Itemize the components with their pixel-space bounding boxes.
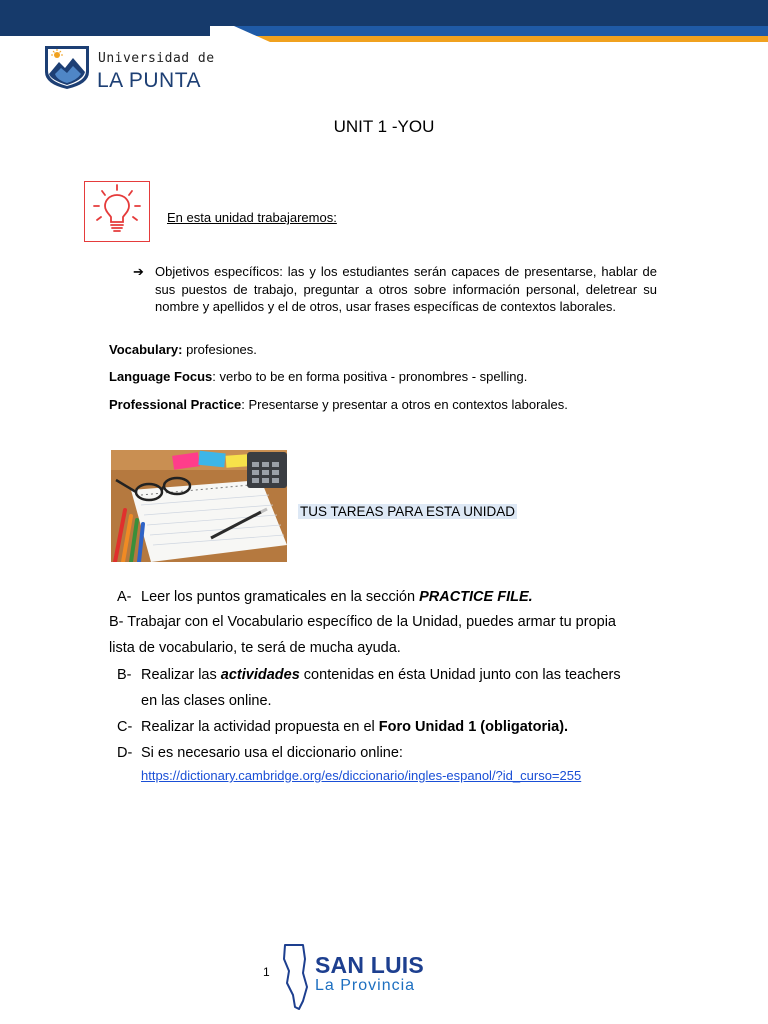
professional-practice-label: Professional Practice (109, 397, 242, 412)
task-b-intro-line1: B- Trabajar con el Vocabulario específico de la Unidad, puedes armar tu propia (109, 614, 616, 630)
objectives-text: Objetivos específicos: las y los estudiantes serán capaces de presentarse, hablar de sus puestos de trabajo, preguntar a otros sobre información personal, deletrear su nombre y apellidos y el de otros, usar frases específicas de contextos laborales. (155, 264, 657, 314)
lightbulb-icon (85, 182, 149, 241)
vocabulary-value: profesiones. (182, 342, 257, 357)
task-b-text (141, 662, 657, 688)
san-luis-brand-title: SAN LUIS (315, 952, 424, 978)
professional-practice-line (109, 397, 568, 412)
objectives-paragraph (133, 263, 657, 316)
language-focus-value: : verbo to be en forma positiva - pronombres - spelling. (212, 369, 528, 384)
page-number: 1 (263, 965, 270, 979)
task-b-body-1: Realizar las (141, 667, 221, 683)
task-a-body: Leer los puntos gramaticales en la sección (141, 589, 420, 605)
unit-intro: En esta unidad trabajaremos: (167, 210, 337, 225)
desk-notebook-photo (111, 450, 287, 562)
task-c-body: Realizar la actividad propuesta en el (141, 719, 379, 735)
university-logo-icon (43, 44, 91, 90)
arrow-bullet-icon: ➔ (133, 264, 144, 279)
san-luis-brand-subtitle: La Provincia (315, 977, 416, 994)
task-b-body-2: contenidas en ésta Unidad junto con las teachers (299, 667, 621, 683)
task-b-label: B- (117, 667, 132, 683)
language-focus-label: Language Focus (109, 369, 213, 384)
language-focus-line (109, 369, 527, 384)
professional-practice-value: : Presentarse y presentar a otros en contextos laborales. (241, 397, 568, 412)
task-d-label: D- (117, 745, 133, 761)
lightbulb-icon-box (84, 181, 150, 242)
task-c-emphasis: Foro Unidad 1 (obligatoria). (378, 719, 569, 735)
task-c-text (141, 714, 568, 740)
vocabulary-line (109, 342, 257, 357)
task-d-text: Si es necesario usa el diccionario online: (141, 745, 403, 761)
task-b-text-line2: en las clases online. (141, 693, 272, 709)
task-a-label: A- (117, 589, 132, 605)
task-b-intro-line2: lista de vocabulario, te será de mucha ayuda. (109, 640, 401, 656)
task-c-label: C- (117, 719, 133, 735)
task-b-emphasis: actividades (220, 667, 300, 683)
dictionary-link[interactable]: https://dictionary.cambridge.org/es/diccionario/ingles-espanol/?id_curso=255 (141, 768, 582, 783)
page-title: UNIT 1 -YOU (333, 117, 435, 136)
tasks-heading: TUS TAREAS PARA ESTA UNIDAD (300, 504, 516, 519)
task-a-text (141, 584, 533, 610)
vocabulary-label: Vocabulary: (109, 342, 183, 357)
san-luis-map-icon (281, 943, 311, 1011)
logo-text-bottom: LA PUNTA (97, 69, 201, 92)
task-a-emphasis: PRACTICE FILE. (419, 589, 533, 605)
header-orange-stripe (250, 36, 768, 42)
logo-text-top: Universidad de (98, 51, 215, 66)
